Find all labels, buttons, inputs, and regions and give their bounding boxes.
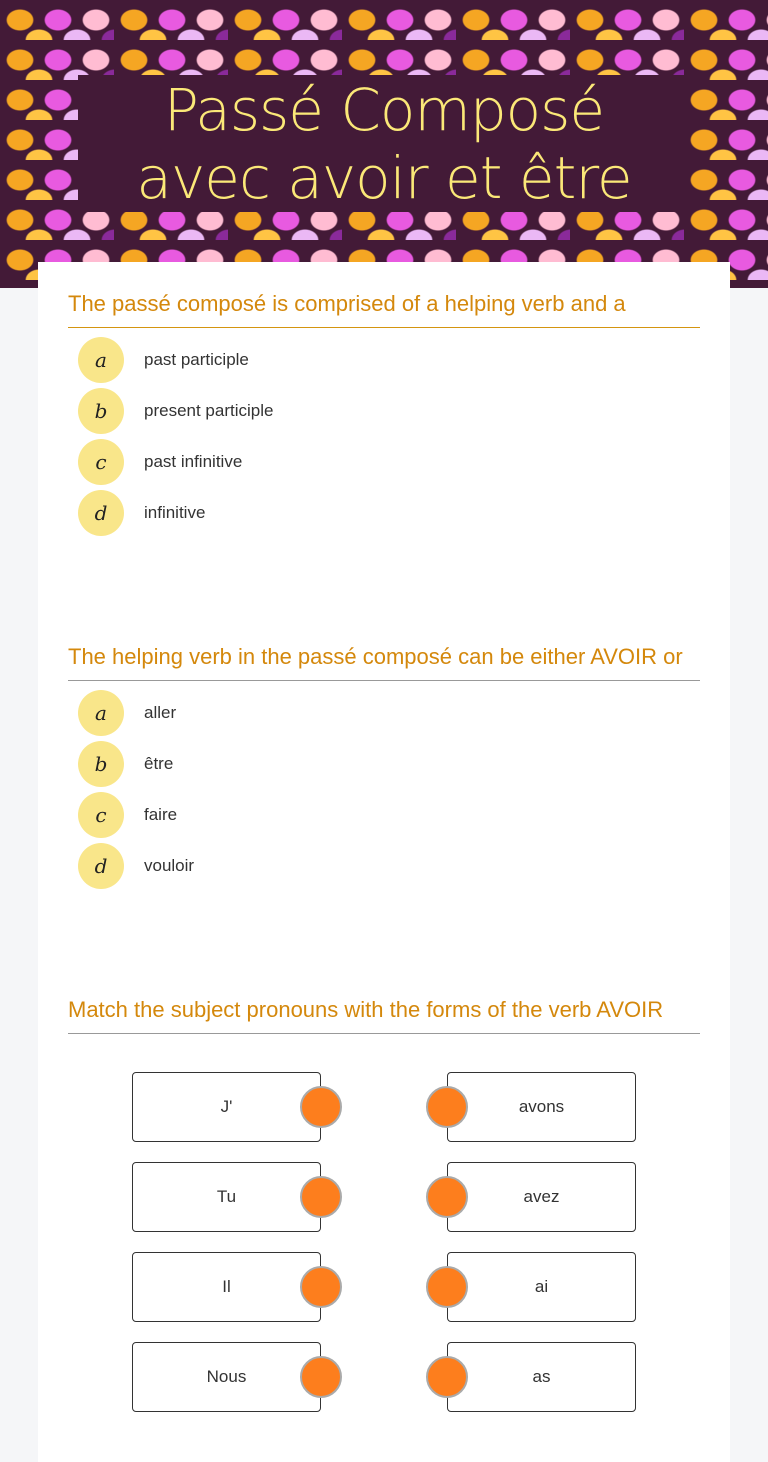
question-3 — [68, 997, 700, 1034]
letter-badge: b — [78, 741, 124, 787]
connector-dot[interactable] — [426, 1356, 468, 1398]
letter-badge: b — [78, 388, 124, 434]
letter-badge: d — [78, 843, 124, 889]
option-a[interactable] — [78, 334, 700, 385]
letter-badge: a — [78, 337, 124, 383]
option-a[interactable] — [78, 687, 700, 738]
option-b[interactable] — [78, 385, 700, 436]
match-label: J' — [220, 1097, 233, 1116]
connector-dot[interactable] — [300, 1356, 342, 1398]
worksheet-card — [38, 262, 730, 1462]
match-label: Il — [222, 1277, 231, 1296]
match-left-item[interactable] — [132, 1162, 321, 1232]
match-right-item[interactable] — [447, 1342, 636, 1412]
option-text: faire — [144, 804, 178, 824]
match-right-item[interactable] — [447, 1162, 636, 1232]
option-text: present participle — [144, 400, 274, 420]
connector-dot[interactable] — [426, 1266, 468, 1308]
match-left-item[interactable] — [132, 1252, 321, 1322]
letter-badge: c — [78, 792, 124, 838]
option-text: être — [144, 753, 174, 773]
option-b[interactable] — [78, 738, 700, 789]
option-text: infinitive — [144, 502, 206, 522]
header-banner — [0, 0, 768, 288]
match-left-item[interactable] — [132, 1072, 321, 1142]
option-d[interactable] — [78, 487, 700, 538]
option-d[interactable] — [78, 840, 700, 891]
question-title: The passé composé is comprised of a helping verb and a — [68, 291, 700, 328]
match-label: ai — [534, 1277, 549, 1296]
question-1 — [68, 291, 700, 538]
page-title — [136, 76, 631, 212]
match-label: as — [532, 1367, 551, 1386]
question-title: Match the subject pronouns with the forms of the verb AVOIR — [68, 997, 700, 1034]
match-left-item[interactable] — [132, 1342, 321, 1412]
connector-dot[interactable] — [300, 1176, 342, 1218]
connector-dot[interactable] — [300, 1086, 342, 1128]
option-text: aller — [144, 702, 177, 722]
match-right-item[interactable] — [447, 1072, 636, 1142]
title-line-2: avec avoir et être — [136, 143, 632, 212]
match-label: avons — [518, 1097, 565, 1116]
option-text: vouloir — [144, 855, 195, 875]
question-2 — [68, 644, 700, 891]
connector-dot[interactable] — [426, 1176, 468, 1218]
letter-badge: a — [78, 690, 124, 736]
connector-dot[interactable] — [300, 1266, 342, 1308]
letter-badge: c — [78, 439, 124, 485]
match-right-item[interactable] — [447, 1252, 636, 1322]
question-title: The helping verb in the passé composé can be either AVOIR or — [68, 644, 700, 681]
title-line-1: Passé Composé — [163, 75, 605, 144]
option-text: past infinitive — [144, 451, 243, 471]
match-label: Nous — [206, 1367, 247, 1386]
option-text: past participle — [144, 349, 249, 369]
match-label: avez — [523, 1187, 560, 1206]
connector-dot[interactable] — [426, 1086, 468, 1128]
option-c[interactable] — [78, 789, 700, 840]
option-c[interactable] — [78, 436, 700, 487]
match-label: Tu — [216, 1187, 237, 1206]
letter-badge: d — [78, 490, 124, 536]
title-box — [78, 75, 690, 212]
